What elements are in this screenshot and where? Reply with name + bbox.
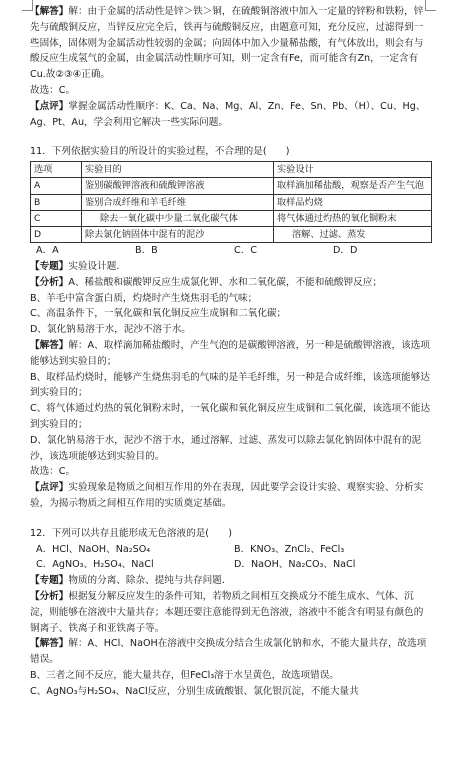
q12-options-row: A．HCl、NaOH、Na₂SO₄ B．KNO₃、ZnCl₂、FeCl₃ [36, 543, 345, 555]
q11-stem: 11．下列依据实验目的所设计的实验过程，不合理的是( ) [30, 146, 290, 158]
q10-answer: 故选：C。 [30, 84, 76, 96]
q12-jieda-line: B、三者之间不反应，能大量共存，但FeCl₃溶于水呈黄色，故选项错误。 [30, 669, 339, 681]
q12-options-row: C．AgNO₃、H₂SO₄、NaCl D．NaOH、Na₂CO₃、NaCl [36, 559, 356, 571]
q12-jieda: 【解答】解：A、HCl、NaOH在溶液中交换成分结合生成氯化钠和水，不能大量共存，故选项错误。 [30, 638, 427, 666]
q11-fenxi: 【分析】A、稀盐酸和碳酸钾反应生成氯化钾、水和二氧化碳，不能和硫酸钾反应； [30, 276, 382, 288]
q11-fenxi-line: B、羊毛中富含蛋白质，灼烧时产生烧焦羽毛的气味； [30, 292, 258, 304]
q10-dianping: 【点评】掌握金属活动性顺序：K、Ca、Na、Mg、Al、Zn、Fe、Sn、Pb、（H）、Cu、Hg、Ag、Pt、Au，学会利用它解决一些实际问题。 [30, 100, 426, 128]
table-row: B 鉴别合成纤维和羊毛纤维 取样品灼烧 [31, 194, 432, 210]
q12-stem: 12．下列可以共存且能形成无色溶液的是( ) [30, 527, 232, 539]
table-row: C 除去一氧化碳中少量二氧化碳气体 将气体通过灼热的氧化铜粉末 [31, 210, 432, 226]
q12-zhuanti: 【专题】物质的分离、除杂、提纯与共存问题． [30, 575, 232, 587]
q11-jieda-line: B、取样品灼烧时，能够产生烧焦羽毛的气味的是羊毛纤维，另一种是合成纤维，该选项能够达到实验目的； [30, 371, 430, 399]
q11-zhuanti: 【专题】实验设计题． [30, 260, 126, 272]
q11-jieda: 【解答】解：A、取样滴加稀盐酸时，产生气泡的是碳酸钾溶液，另一种是硫酸钾溶液，该选项能够达到实验目的； [30, 339, 430, 367]
q11-table [30, 161, 432, 243]
q12-jieda-line: C、AgNO₃与H₂SO₄、NaCl反应，分别生成硫酸银、氯化银沉淀，不能大量共 [30, 685, 359, 697]
table-row: D 除去氯化钠固体中混有的泥沙 溶解、过滤、蒸发 [31, 226, 432, 242]
q11-jieda-line: D、氯化钠易溶于水，泥沙不溶于水，通过溶解、过滤、蒸发可以除去氯化钠固体中混有的泥沙，该选项能够达到实验目的。 [30, 434, 422, 462]
q11-answer: 故选：C。 [30, 466, 76, 478]
q11-jieda-line: C、将气体通过灼热的氧化铜粉末时，一氧化碳和氧化铜反应生成铜和二氧化碳，该选项不能达到实验目的； [30, 403, 431, 430]
q11-options: A．A B．B C．C D．D [36, 245, 358, 257]
q10-jieda: 【解答】解：由于金属的活动性是锌＞铁＞铜，在硫酸铜溶液中加入一定量的锌粉和铁粉，锌先与硫酸铜反应，当锌反应完全后，铁再与硫酸铜反应，由题意可知，充分反应，过滤得到一些固体，固体则为金属活动性较弱的金属；向固体中加入少量稀盐酸，有气体放出，则会有与酸反应生成氢气的金属，由金属活动性顺序可知，则一定含有Fe，而可能含有Zn，一定含有Cu.故②③④正确。 [30, 6, 424, 81]
q12-fenxi: 【分析】根据复分解反应发生的条件可知，若物质之间相互交换成分不能生成水、气体、沉淀，则能够在溶液中大量共存；本题还要注意能得到无色溶液，溶液中不能含有明显有颜色的铜离子、铁离子和亚铁离子等。 [30, 590, 424, 634]
q11-dianping: 【点评】实验现象是物质之间相互作用的外在表现，因此要学会设计实验、观察实验、分析实验，为揭示物质之间相互作用的实质奠定基础。 [30, 482, 424, 509]
q11-fenxi-line: D、氯化钠易溶于水，泥沙不溶于水。 [30, 324, 191, 336]
q11-fenxi-line: C、高温条件下，一氧化碳和氧化铜反应生成铜和二氧化碳； [30, 308, 287, 320]
table-row: A 鉴别碳酸钾溶液和硫酸钾溶液 取样滴加稀盐酸，观察是否产生气泡 [31, 178, 432, 194]
table-header-row: 选项 实验目的 实验设计 [31, 162, 432, 178]
page-content [30, 4, 432, 700]
